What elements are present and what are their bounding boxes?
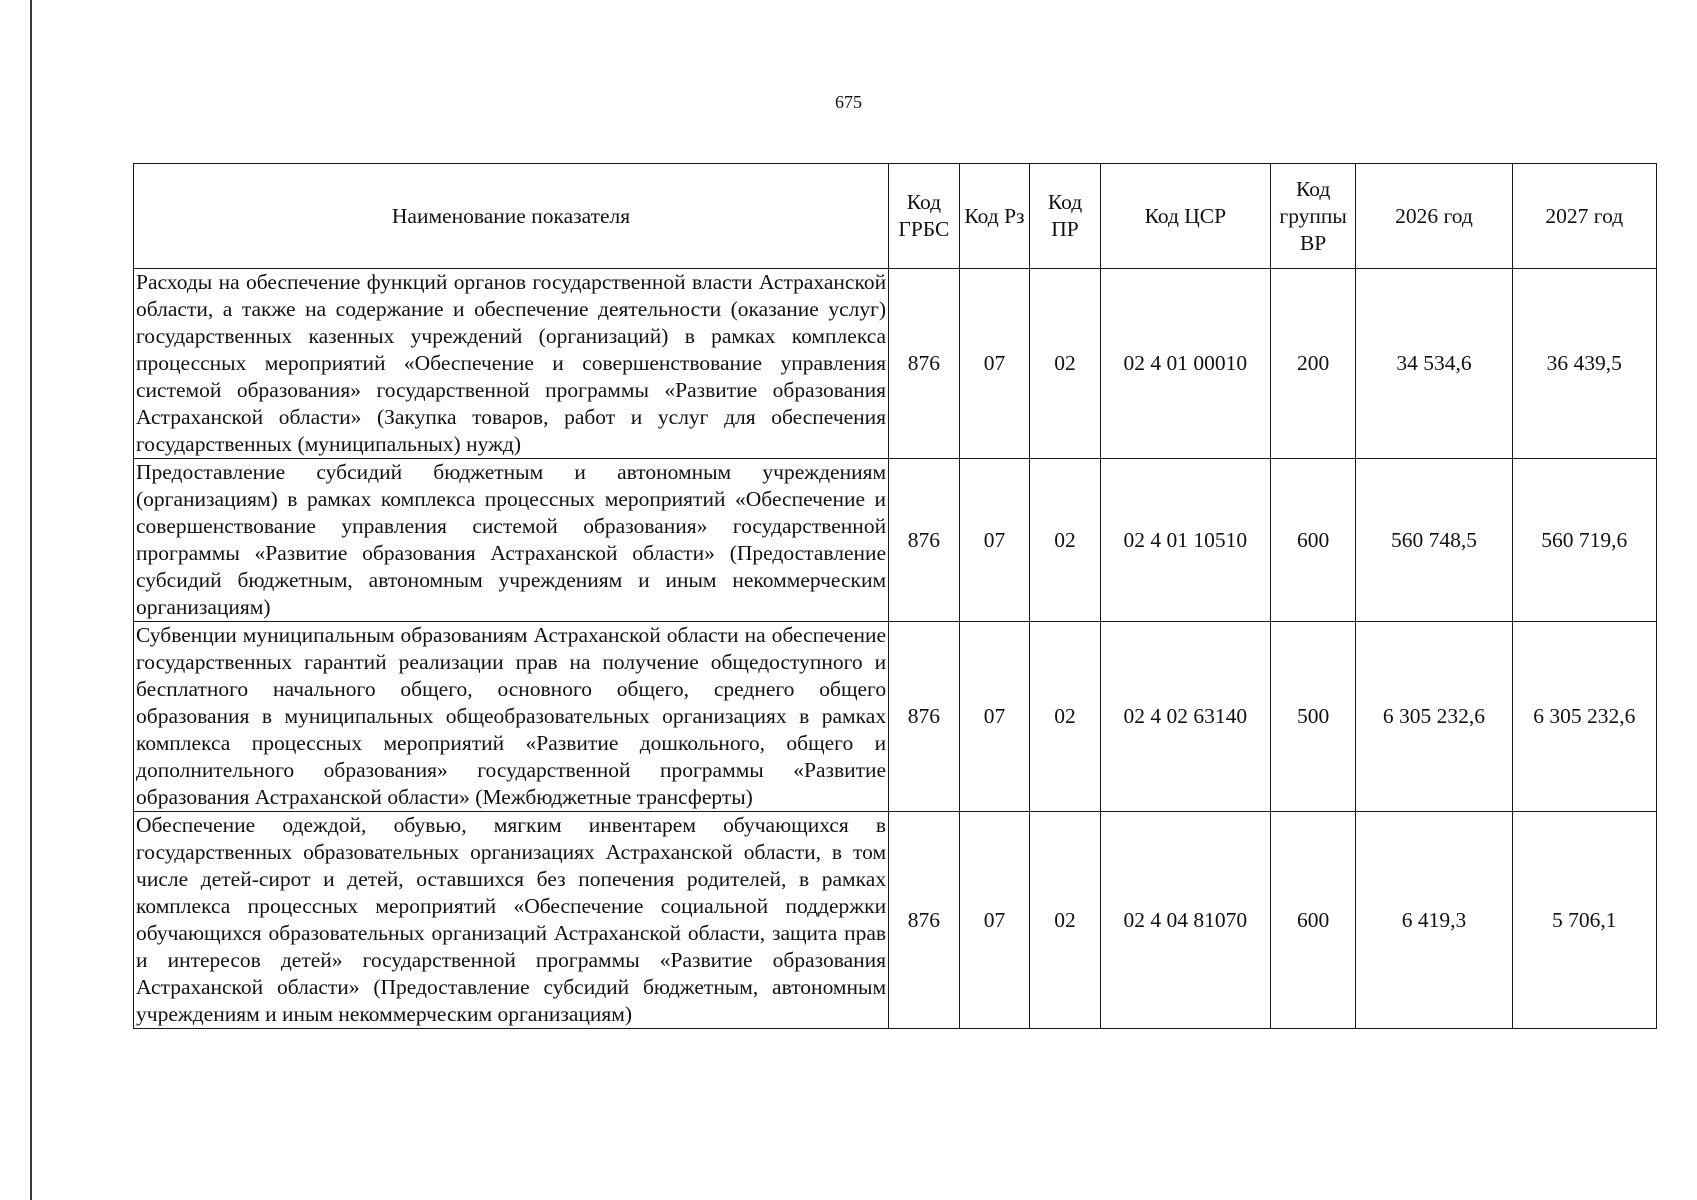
row-pr: 02	[1030, 812, 1101, 1029]
header-2026: 2026 год	[1356, 164, 1512, 269]
header-rz: Код Рз	[959, 164, 1030, 269]
row-rz: 07	[959, 812, 1030, 1029]
row-pr: 02	[1030, 622, 1101, 812]
table-row	[134, 459, 1657, 622]
row-vr: 600	[1270, 459, 1356, 622]
row-2026: 560 748,5	[1356, 459, 1512, 622]
row-pr: 02	[1030, 269, 1101, 459]
header-csr: Код ЦСР	[1100, 164, 1270, 269]
header-pr: Код ПР	[1030, 164, 1101, 269]
row-vr: 500	[1270, 622, 1356, 812]
row-csr: 02 4 01 10510	[1100, 459, 1270, 622]
row-rz: 07	[959, 622, 1030, 812]
row-grbs: 876	[889, 459, 960, 622]
row-rz: 07	[959, 459, 1030, 622]
row-2027: 36 439,5	[1512, 269, 1656, 459]
row-csr: 02 4 02 63140	[1100, 622, 1270, 812]
row-name: Обеспечение одеждой, обувью, мягким инвентарем обучающихся в государственных образовательных организациях Астраханской области, в том числе детей-сирот и детей, оставшихся без попечения родителей, в рамках комплекса процессных мероприятий «Обеспечение социальной поддержки обучающихся образовательных организаций Астраханской области, защита прав и интересов детей» государственной программы «Развитие образования Астраханской области» (Предоставление субсидий бюджетным, автономным учреждениям и иным некоммерческим организациям)	[134, 812, 889, 1029]
row-2027: 560 719,6	[1512, 459, 1656, 622]
table-row	[134, 269, 1657, 459]
row-csr: 02 4 01 00010	[1100, 269, 1270, 459]
row-name: Субвенции муниципальным образованиям Астраханской области на обеспечение государственных гарантий реализации прав на получение общедоступного и бесплатного начального общего, основного общего, среднего общего образования в муниципальных общеобразовательных организациях в рамках комплекса процессных мероприятий «Развитие дошкольного, общего и дополнительного образования» государственной программы «Развитие образования Астраханской области» (Межбюджетные трансферты)	[134, 622, 889, 812]
binding-margin-line	[30, 0, 32, 1200]
row-name: Расходы на обеспечение функций органов государственной власти Астраханской области, а также на содержание и обеспечение деятельности (оказание услуг) государственных казенных учреждений (организаций) в рамках комплекса процессных мероприятий «Обеспечение и совершенствование управления системой образования» государственной программы «Развитие образования Астраханской области» (Закупка товаров, работ и услуг для обеспечения государственных (муниципальных) нужд)	[134, 269, 889, 459]
header-vr: Код группы ВР	[1270, 164, 1356, 269]
row-grbs: 876	[889, 269, 960, 459]
row-2026: 6 305 232,6	[1356, 622, 1512, 812]
header-2027: 2027 год	[1512, 164, 1656, 269]
page-number: 675	[835, 92, 862, 112]
row-rz: 07	[959, 269, 1030, 459]
row-2027: 6 305 232,6	[1512, 622, 1656, 812]
table-header-row	[134, 164, 1657, 269]
table-row	[134, 812, 1657, 1029]
row-grbs: 876	[889, 622, 960, 812]
table-row	[134, 622, 1657, 812]
header-grbs: Код ГРБС	[889, 164, 960, 269]
row-2026: 6 419,3	[1356, 812, 1512, 1029]
header-name: Наименование показателя	[134, 164, 889, 269]
budget-table	[133, 163, 1657, 1029]
row-vr: 600	[1270, 812, 1356, 1029]
row-pr: 02	[1030, 459, 1101, 622]
row-csr: 02 4 04 81070	[1100, 812, 1270, 1029]
row-name: Предоставление субсидий бюджетным и автономным учреждениям (организациям) в рамках комплекса процессных мероприятий «Обеспечение и совершенствование управления системой образования» государственной программы «Развитие образования Астраханской области» (Предоставление субсидий бюджетным, автономным учреждениям и иным некоммерческим организациям)	[134, 459, 889, 622]
row-2027: 5 706,1	[1512, 812, 1656, 1029]
row-2026: 34 534,6	[1356, 269, 1512, 459]
row-grbs: 876	[889, 812, 960, 1029]
row-vr: 200	[1270, 269, 1356, 459]
